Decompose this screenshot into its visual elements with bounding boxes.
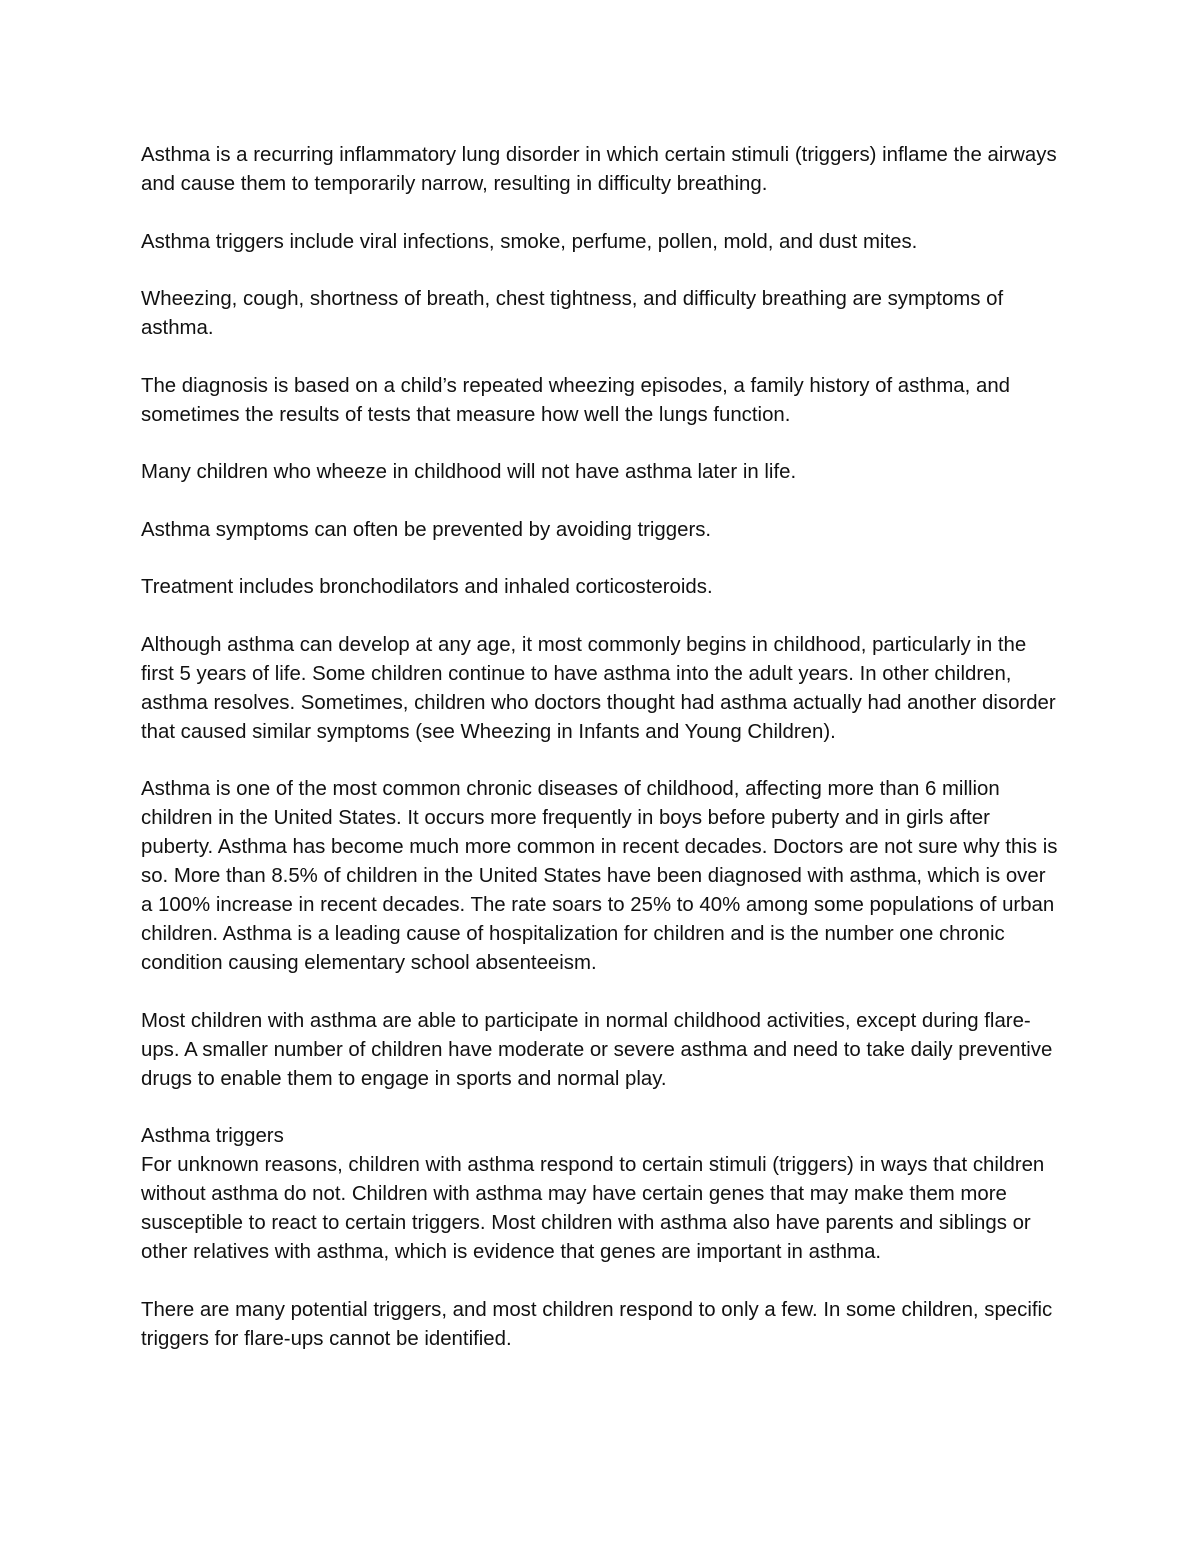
section-heading: Asthma triggers (141, 1125, 284, 1147)
paragraph-symptoms: Wheezing, cough, shortness of breath, chest tightness, and difficulty breathing are symptoms of asthma. (141, 288, 1004, 339)
paragraph-treatment: Treatment includes bronchodilators and inhaled corticosteroids. (141, 576, 713, 598)
paragraph-closing: There are many potential triggers, and most children respond to only a few. In some children, specific triggers for flare-ups cannot be identified. (141, 1298, 1053, 1350)
paragraph-onset: Although asthma can develop at any age, it most commonly begins in childhood, particularly in the first 5 years of life. Some children continue to have asthma into the adult years. In other children, asthma resolves. Sometimes, children who doctors thought had asthma actually had another disorder that caused similar symptoms (see Wheezing in Infants and Young Children). (141, 633, 1056, 743)
paragraph-prognosis: Many children who wheeze in childhood will not have asthma later in life. (141, 461, 797, 483)
paragraph-prevention: Asthma symptoms can often be prevented by avoiding triggers. (141, 518, 712, 541)
paragraph-definition: Asthma is a recurring inflammatory lung disorder in which certain stimuli (triggers) inflame the airways and cause them to temporarily narrow, resulting in difficulty breathing. (141, 144, 1057, 195)
paragraph-diagnosis: The diagnosis is based on a child’s repeated wheezing episodes, a family history of asthma, and sometimes the results of tests that measure how well the lungs function. (141, 374, 1011, 426)
document-page (141, 141, 1061, 1382)
paragraph-triggers-summary: Asthma triggers include viral infections, smoke, perfume, pollen, mold, and dust mites. (141, 230, 918, 253)
section-body: For unknown reasons, children with asthma respond to certain stimuli (triggers) in ways that children without asthma do not. Children with asthma may have certain genes that may make them more susceptible to react to certain triggers. Most children with asthma also have parents and siblings or other relatives with asthma, which is evidence that genes are important in asthma. (141, 1154, 1045, 1263)
section-asthma-triggers (141, 1122, 1061, 1267)
paragraph-prevalence: Asthma is one of the most common chronic diseases of childhood, affecting more than 6 million children in the United States. It occurs more frequently in boys before puberty and in girls after puberty. Asthma has become much more common in recent decades. Doctors are not sure why this is so. More than 8.5% of children in the United States have been diagnosed with asthma, which is over a 100% increase in recent decades. The rate soars to 25% to 40% among some populations of urban children. Asthma is a leading cause of hospitalization for children and is the number one chronic condition causing elementary school absenteeism. (141, 778, 1058, 974)
paragraph-activities: Most children with asthma are able to participate in normal childhood activities, except during flare-ups. A smaller number of children have moderate or severe asthma and need to take daily preventive drugs to enable them to engage in sports and normal play. (141, 1009, 1053, 1090)
